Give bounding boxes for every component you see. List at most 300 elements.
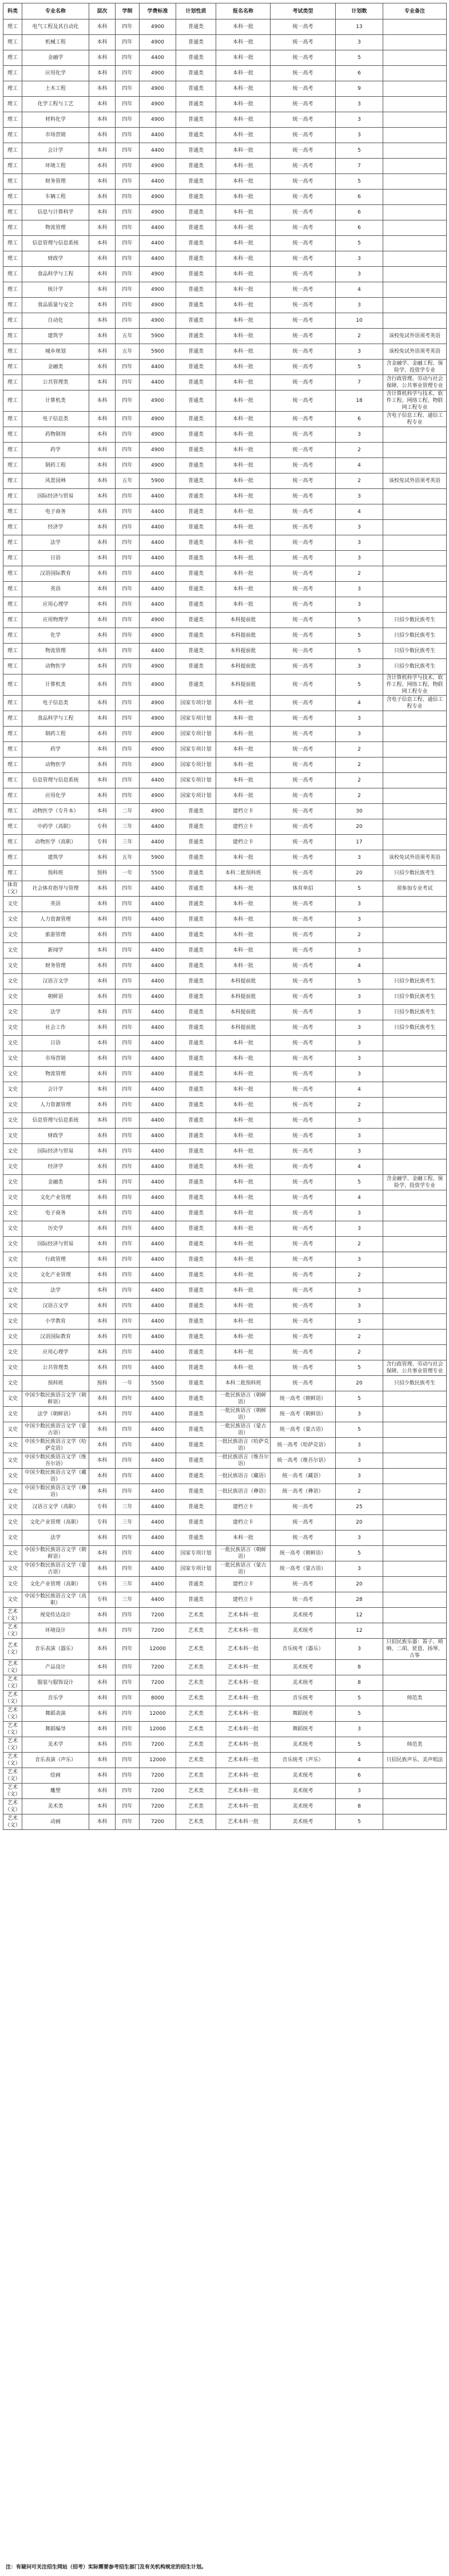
cell-tuition: 4400 — [140, 1129, 176, 1144]
table-row — [3, 1722, 447, 1737]
table-row — [3, 504, 447, 520]
cell-level: 本科 — [89, 1206, 116, 1221]
cell-remark: 含计算机科学与技术、软件工程、网络工程、物联网工程专业 — [383, 674, 447, 696]
cell-exam-type: 统一高考（维吾尔语） — [271, 1453, 336, 1469]
cell-category: 文史 — [3, 1005, 22, 1020]
cell-major: 财政学 — [22, 251, 89, 267]
cell-level: 本科 — [89, 1005, 116, 1020]
cell-exam-type: 统一高考 — [271, 159, 336, 174]
cell-major: 社会体育指导与管理 — [22, 881, 89, 897]
cell-exam-type: 美术统考 — [271, 1799, 336, 1814]
cell-exam-type: 舞蹈统考 — [271, 1722, 336, 1737]
cell-plan-count: 2 — [336, 928, 383, 943]
cell-major: 会计学 — [22, 1082, 89, 1098]
cell-plan-type: 国家专项计划 — [176, 1561, 216, 1577]
cell-remark — [383, 819, 447, 835]
cell-plan-type: 普通类 — [176, 659, 216, 674]
table-row — [3, 1144, 447, 1159]
cell-tuition: 4400 — [140, 1159, 176, 1175]
cell-category: 理工 — [3, 582, 22, 597]
cell-batch: 本科一批 — [216, 1299, 271, 1314]
cell-batch: 本科一批 — [216, 344, 271, 360]
table-row — [3, 1391, 447, 1407]
cell-remark — [383, 251, 447, 267]
cell-tuition: 4400 — [140, 535, 176, 551]
cell-plan-type: 普通类 — [176, 1082, 216, 1098]
cell-duration: 三年 — [116, 835, 140, 850]
cell-remark — [383, 551, 447, 566]
cell-remark — [383, 943, 447, 958]
cell-plan-type: 普通类 — [176, 1577, 216, 1592]
table-row — [3, 974, 447, 989]
table-row — [3, 727, 447, 742]
cell-plan-count: 28 — [336, 1592, 383, 1608]
cell-duration: 四年 — [116, 727, 140, 742]
cell-exam-type: 音乐统考（声乐） — [271, 1753, 336, 1768]
cell-plan-type: 普通类 — [176, 375, 216, 390]
cell-batch: 本科一批 — [216, 236, 271, 251]
cell-tuition: 4900 — [140, 628, 176, 644]
cell-category: 理工 — [3, 390, 22, 412]
cell-duration: 四年 — [116, 313, 140, 329]
cell-duration: 四年 — [116, 1299, 140, 1314]
cell-major: 汉语言文学 — [22, 974, 89, 989]
cell-remark — [383, 1314, 447, 1330]
cell-exam-type: 统一高考 — [271, 190, 336, 205]
cell-exam-type: 统一高考 — [271, 220, 336, 236]
cell-duration: 四年 — [116, 1098, 140, 1113]
cell-plan-type: 普通类 — [176, 1129, 216, 1144]
cell-duration: 五年 — [116, 474, 140, 489]
cell-tuition: 4400 — [140, 1082, 176, 1098]
cell-batch: 本科一批 — [216, 958, 271, 974]
header-category: 科类 — [3, 3, 22, 19]
table-row — [3, 35, 447, 50]
cell-batch: 本科一批 — [216, 489, 271, 504]
cell-level: 本科 — [89, 282, 116, 298]
cell-category: 理工 — [3, 711, 22, 727]
cell-level: 本科 — [89, 1530, 116, 1546]
cell-category: 理工 — [3, 597, 22, 613]
cell-plan-count: 25 — [336, 1500, 383, 1515]
cell-plan-count: 3 — [336, 112, 383, 128]
cell-plan-type: 艺术类 — [176, 1722, 216, 1737]
cell-remark — [383, 804, 447, 819]
cell-batch: 本科提前批 — [216, 1020, 271, 1036]
cell-remark — [383, 1768, 447, 1784]
cell-duration: 四年 — [116, 696, 140, 711]
cell-remark — [383, 727, 447, 742]
cell-major: 制药工程 — [22, 458, 89, 474]
cell-plan-count: 3 — [336, 943, 383, 958]
cell-duration: 三年 — [116, 1592, 140, 1608]
table-row — [3, 1067, 447, 1082]
table-row — [3, 943, 447, 958]
cell-batch: 本科一批 — [216, 566, 271, 582]
cell-duration: 四年 — [116, 1020, 140, 1036]
cell-major: 法学 — [22, 1530, 89, 1546]
cell-plan-count: 5 — [336, 881, 383, 897]
cell-level: 本科 — [89, 1438, 116, 1453]
table-row — [3, 866, 447, 881]
cell-level: 专科 — [89, 1592, 116, 1608]
cell-exam-type: 统一高考 — [271, 1515, 336, 1530]
cell-tuition: 4400 — [140, 897, 176, 912]
cell-major: 药物制剂 — [22, 427, 89, 443]
cell-major: 视觉传达设计 — [22, 1608, 89, 1623]
cell-exam-type: 统一高考 — [271, 298, 336, 313]
cell-duration: 四年 — [116, 674, 140, 696]
cell-plan-type: 普通类 — [176, 835, 216, 850]
cell-remark — [383, 1144, 447, 1159]
cell-level: 本科 — [89, 1469, 116, 1484]
cell-category: 理工 — [3, 489, 22, 504]
cell-plan-type: 艺术类 — [176, 1691, 216, 1706]
cell-level: 本科 — [89, 159, 116, 174]
table-row — [3, 711, 447, 727]
cell-plan-count: 5 — [336, 628, 383, 644]
cell-major: 舞蹈编导 — [22, 1722, 89, 1737]
cell-duration: 四年 — [116, 1422, 140, 1438]
table-row — [3, 298, 447, 313]
cell-plan-count: 3 — [336, 128, 383, 143]
cell-level: 本科 — [89, 659, 116, 674]
cell-exam-type: 统一高考 — [271, 597, 336, 613]
cell-major: 文化产业管理（高职） — [22, 1577, 89, 1592]
cell-major: 人力资源管理 — [22, 1098, 89, 1113]
cell-exam-type: 统一高考 — [271, 443, 336, 458]
cell-plan-type: 普通类 — [176, 1098, 216, 1113]
cell-duration: 四年 — [116, 1639, 140, 1660]
cell-category: 理工 — [3, 551, 22, 566]
cell-tuition: 4900 — [140, 159, 176, 174]
cell-category: 理工 — [3, 35, 22, 50]
cell-major: 动物医学 — [22, 659, 89, 674]
cell-tuition: 4400 — [140, 1407, 176, 1422]
cell-plan-count: 6 — [336, 190, 383, 205]
cell-tuition: 4400 — [140, 1360, 176, 1376]
cell-exam-type: 统一高考 — [271, 1330, 336, 1345]
cell-remark — [383, 928, 447, 943]
cell-plan-count: 2 — [336, 329, 383, 344]
cell-remark — [383, 1623, 447, 1639]
cell-batch: 艺术本科一批 — [216, 1675, 271, 1691]
cell-major: 财务管理 — [22, 174, 89, 190]
cell-plan-type: 普通类 — [176, 1159, 216, 1175]
cell-major: 中国少数民族语言文学（蒙古语） — [22, 1561, 89, 1577]
cell-level: 本科 — [89, 1453, 116, 1469]
cell-batch: 建档立卡 — [216, 1515, 271, 1530]
cell-plan-type: 普通类 — [176, 205, 216, 220]
cell-category: 理工 — [3, 674, 22, 696]
cell-major: 化学工程与工艺 — [22, 97, 89, 112]
table-row — [3, 174, 447, 190]
cell-duration: 五年 — [116, 850, 140, 866]
cell-plan-type: 普通类 — [176, 881, 216, 897]
cell-plan-count: 3 — [336, 1036, 383, 1051]
cell-level: 本科 — [89, 474, 116, 489]
cell-tuition: 4900 — [140, 711, 176, 727]
cell-plan-count: 4 — [336, 1082, 383, 1098]
cell-category: 文史 — [3, 1190, 22, 1206]
cell-batch: 本科一批 — [216, 597, 271, 613]
cell-tuition: 4400 — [140, 1206, 176, 1221]
cell-category: 理工 — [3, 613, 22, 628]
cell-category: 文史 — [3, 897, 22, 912]
cell-level: 本科 — [89, 1768, 116, 1784]
cell-duration: 四年 — [116, 597, 140, 613]
cell-exam-type: 美术统考 — [271, 1814, 336, 1830]
cell-remark — [383, 1799, 447, 1814]
cell-major: 财务管理 — [22, 958, 89, 974]
table-row — [3, 1768, 447, 1784]
cell-exam-type: 统一高考 — [271, 551, 336, 566]
cell-exam-type: 美术统考 — [271, 1608, 336, 1623]
cell-batch: 本科一批 — [216, 1221, 271, 1237]
cell-plan-type: 普通类 — [176, 50, 216, 66]
cell-category: 理工 — [3, 112, 22, 128]
cell-plan-count: 2 — [336, 758, 383, 773]
cell-level: 本科 — [89, 128, 116, 143]
cell-plan-count: 3 — [336, 1299, 383, 1314]
cell-duration: 四年 — [116, 566, 140, 582]
cell-plan-count: 10 — [336, 313, 383, 329]
cell-category: 理工 — [3, 174, 22, 190]
cell-remark — [383, 1675, 447, 1691]
cell-tuition: 4400 — [140, 360, 176, 375]
cell-plan-type: 普通类 — [176, 174, 216, 190]
cell-duration: 四年 — [116, 928, 140, 943]
cell-plan-count: 2 — [336, 1345, 383, 1360]
cell-exam-type: 统一高考 — [271, 628, 336, 644]
cell-plan-count: 3 — [336, 1206, 383, 1221]
cell-plan-type: 普通类 — [176, 1283, 216, 1299]
cell-tuition: 4400 — [140, 1330, 176, 1345]
cell-major: 市场营销 — [22, 1051, 89, 1067]
cell-major: 动画 — [22, 1814, 89, 1830]
cell-plan-type: 艺术类 — [176, 1799, 216, 1814]
cell-category: 文史 — [3, 912, 22, 928]
cell-remark — [383, 174, 447, 190]
cell-batch: 本科一批 — [216, 1129, 271, 1144]
table-row — [3, 535, 447, 551]
cell-duration: 四年 — [116, 1314, 140, 1330]
cell-category: 文史 — [3, 1036, 22, 1051]
cell-level: 本科 — [89, 375, 116, 390]
cell-tuition: 4400 — [140, 236, 176, 251]
cell-remark: 只招少数民族考生 — [383, 866, 447, 881]
cell-major: 绘画 — [22, 1768, 89, 1784]
cell-plan-count: 4 — [336, 958, 383, 974]
cell-tuition: 4900 — [140, 443, 176, 458]
cell-exam-type: 统一高考 — [271, 1190, 336, 1206]
cell-exam-type: 统一高考 — [271, 267, 336, 282]
cell-batch: 本科提前批 — [216, 613, 271, 628]
cell-batch: 本科一批 — [216, 582, 271, 597]
cell-major: 中国少数民族语言文学（高职） — [22, 1592, 89, 1608]
cell-remark — [383, 298, 447, 313]
cell-category: 艺术（文） — [3, 1639, 22, 1660]
cell-remark — [383, 267, 447, 282]
cell-plan-type: 艺术类 — [176, 1706, 216, 1722]
cell-plan-type: 普通类 — [176, 128, 216, 143]
cell-remark — [383, 1814, 447, 1830]
cell-remark — [383, 190, 447, 205]
cell-plan-type: 普通类 — [176, 1051, 216, 1067]
cell-major: 信息与计算科学 — [22, 205, 89, 220]
cell-batch: 本科一批 — [216, 360, 271, 375]
header-plan-count: 计划数 — [336, 3, 383, 19]
cell-batch: 本科一批 — [216, 1314, 271, 1330]
cell-exam-type: 统一高考 — [271, 97, 336, 112]
cell-level: 本科 — [89, 1067, 116, 1082]
cell-duration: 四年 — [116, 1144, 140, 1159]
cell-plan-count: 3 — [336, 97, 383, 112]
cell-major: 中国少数民族语言文学（哈萨克语） — [22, 1438, 89, 1453]
cell-duration: 四年 — [116, 742, 140, 758]
cell-plan-type: 国家专项计划 — [176, 727, 216, 742]
cell-remark: 只招少数民族考生 — [383, 1005, 447, 1020]
cell-remark — [383, 1422, 447, 1438]
table-body — [3, 19, 447, 1830]
cell-category: 理工 — [3, 50, 22, 66]
cell-exam-type: 美术统考 — [271, 1660, 336, 1675]
cell-level: 本科 — [89, 788, 116, 804]
cell-tuition: 4400 — [140, 520, 176, 535]
cell-batch: 艺术本科一批 — [216, 1639, 271, 1660]
cell-category: 文史 — [3, 1469, 22, 1484]
cell-plan-count: 3 — [336, 1129, 383, 1144]
table-row — [3, 412, 447, 427]
cell-remark — [383, 1561, 447, 1577]
cell-exam-type: 统一高考 — [271, 390, 336, 412]
table-row — [3, 928, 447, 943]
cell-exam-type: 统一高考 — [271, 1376, 336, 1391]
table-row — [3, 551, 447, 566]
cell-batch: 艺术本科一批 — [216, 1784, 271, 1799]
cell-level: 本科 — [89, 850, 116, 866]
cell-batch: 本科一批 — [216, 881, 271, 897]
cell-level: 本科 — [89, 628, 116, 644]
cell-category: 理工 — [3, 628, 22, 644]
cell-major: 朝鲜语 — [22, 989, 89, 1005]
cell-plan-type: 艺术类 — [176, 1753, 216, 1768]
cell-plan-type: 普通类 — [176, 143, 216, 159]
table-row — [3, 1546, 447, 1561]
cell-plan-count: 3 — [336, 1561, 383, 1577]
cell-tuition: 4900 — [140, 427, 176, 443]
cell-major: 电子信息类 — [22, 696, 89, 711]
cell-tuition: 5900 — [140, 329, 176, 344]
table-row — [3, 1020, 447, 1036]
cell-plan-count: 2 — [336, 1098, 383, 1113]
cell-duration: 四年 — [116, 390, 140, 412]
cell-remark — [383, 520, 447, 535]
cell-tuition: 4900 — [140, 390, 176, 412]
cell-category: 理工 — [3, 474, 22, 489]
cell-batch: 一批民族语言（藏语） — [216, 1469, 271, 1484]
cell-level: 本科 — [89, 742, 116, 758]
cell-level: 本科 — [89, 1345, 116, 1360]
cell-tuition: 12000 — [140, 1706, 176, 1722]
cell-plan-count: 3 — [336, 1020, 383, 1036]
cell-tuition: 4400 — [140, 912, 176, 928]
cell-exam-type: 美术统考 — [271, 1675, 336, 1691]
cell-plan-type: 普通类 — [176, 1237, 216, 1252]
cell-category: 理工 — [3, 375, 22, 390]
cell-duration: 四年 — [116, 1190, 140, 1206]
cell-remark — [383, 1469, 447, 1484]
cell-exam-type: 美术统考 — [271, 1768, 336, 1784]
cell-level: 本科 — [89, 1422, 116, 1438]
cell-remark — [383, 1546, 447, 1561]
cell-category: 文史 — [3, 1453, 22, 1469]
cell-plan-type: 普通类 — [176, 520, 216, 535]
cell-batch: 本科一批 — [216, 159, 271, 174]
cell-duration: 四年 — [116, 1768, 140, 1784]
cell-category: 理工 — [3, 788, 22, 804]
cell-remark — [383, 1082, 447, 1098]
cell-exam-type: 统一高考 — [271, 1360, 336, 1376]
cell-batch: 本科一批 — [216, 190, 271, 205]
cell-remark — [383, 443, 447, 458]
cell-tuition: 4400 — [140, 1190, 176, 1206]
cell-plan-type: 普通类 — [176, 974, 216, 989]
cell-category: 文史 — [3, 989, 22, 1005]
table-row — [3, 582, 447, 597]
cell-level: 本科 — [89, 711, 116, 727]
table-row — [3, 566, 447, 582]
cell-category: 文史 — [3, 1221, 22, 1237]
cell-remark — [383, 66, 447, 81]
cell-duration: 四年 — [116, 298, 140, 313]
cell-plan-type: 普通类 — [176, 1113, 216, 1129]
cell-major: 金融类 — [22, 1175, 89, 1190]
cell-plan-type: 普通类 — [176, 313, 216, 329]
cell-level: 本科 — [89, 1175, 116, 1190]
cell-batch: 本科一批 — [216, 205, 271, 220]
cell-exam-type: 美术统考 — [271, 1784, 336, 1799]
cell-plan-count: 2 — [336, 788, 383, 804]
cell-plan-count: 2 — [336, 1237, 383, 1252]
cell-category: 文史 — [3, 1237, 22, 1252]
cell-category: 理工 — [3, 696, 22, 711]
table-row — [3, 1206, 447, 1221]
cell-remark: 只招少数民族考生 — [383, 659, 447, 674]
cell-remark — [383, 504, 447, 520]
cell-duration: 四年 — [116, 974, 140, 989]
cell-level: 本科 — [89, 1691, 116, 1706]
cell-batch: 艺术本科一批 — [216, 1768, 271, 1784]
cell-exam-type: 统一高考 — [271, 1206, 336, 1221]
cell-tuition: 4400 — [140, 1484, 176, 1500]
cell-exam-type: 统一高考 — [271, 1005, 336, 1020]
cell-duration: 四年 — [116, 613, 140, 628]
cell-duration: 四年 — [116, 1784, 140, 1799]
cell-remark — [383, 458, 447, 474]
cell-exam-type: 统一高考（朝鲜语） — [271, 1391, 336, 1407]
cell-major: 中药学（高职） — [22, 819, 89, 835]
cell-plan-type: 国家专项计划 — [176, 773, 216, 788]
cell-level: 本科 — [89, 19, 116, 35]
cell-plan-type: 艺术类 — [176, 1608, 216, 1623]
cell-remark — [383, 128, 447, 143]
cell-plan-count: 6 — [336, 220, 383, 236]
cell-duration: 四年 — [116, 1753, 140, 1768]
cell-major: 中国少数民族语言文学（朝鲜语） — [22, 1391, 89, 1407]
cell-level: 本科 — [89, 390, 116, 412]
cell-category: 文史 — [3, 1020, 22, 1036]
